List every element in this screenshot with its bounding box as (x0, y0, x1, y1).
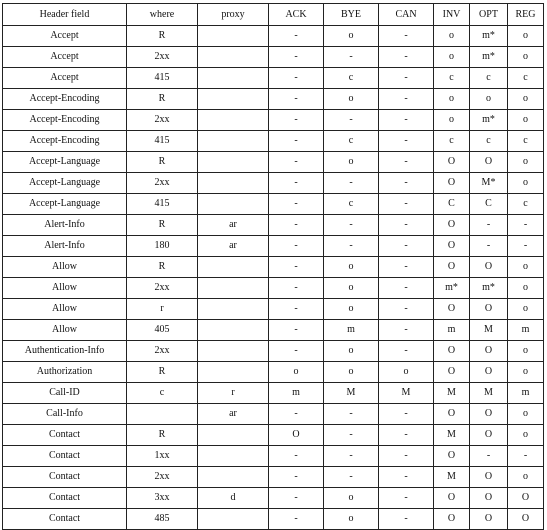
ack-cell: - (269, 152, 324, 173)
reg-cell: - (508, 236, 544, 257)
table-row (3, 194, 544, 215)
proxy-cell (198, 89, 269, 110)
reg-cell: - (508, 446, 544, 467)
table-row (3, 173, 544, 194)
inv-cell: M (434, 425, 470, 446)
proxy-cell (198, 299, 269, 320)
reg-cell: o (508, 152, 544, 173)
where-cell: R (127, 425, 198, 446)
reg-cell: O (508, 509, 544, 530)
reg-cell: c (508, 131, 544, 152)
header-field-cell: Call-ID (3, 383, 127, 404)
inv-cell: M (434, 467, 470, 488)
table-row (3, 236, 544, 257)
table-row (3, 488, 544, 509)
opt-cell: - (470, 446, 508, 467)
opt-cell: - (470, 236, 508, 257)
can-cell: - (379, 68, 434, 89)
bye-cell: o (324, 26, 379, 47)
inv-cell: M (434, 383, 470, 404)
can-cell: - (379, 173, 434, 194)
reg-cell: o (508, 47, 544, 68)
opt-cell: O (470, 362, 508, 383)
table-row (3, 341, 544, 362)
opt-cell: c (470, 68, 508, 89)
proxy-cell (198, 425, 269, 446)
proxy-cell (198, 131, 269, 152)
can-cell: - (379, 152, 434, 173)
where-cell: 2xx (127, 173, 198, 194)
reg-cell: o (508, 341, 544, 362)
can-cell: - (379, 509, 434, 530)
proxy-cell (198, 110, 269, 131)
proxy-cell: d (198, 488, 269, 509)
ack-cell: - (269, 467, 324, 488)
reg-cell: o (508, 299, 544, 320)
inv-cell: O (434, 362, 470, 383)
inv-cell: O (434, 236, 470, 257)
can-cell: - (379, 47, 434, 68)
inv-cell: c (434, 68, 470, 89)
where-cell: 415 (127, 68, 198, 89)
opt-cell: O (470, 152, 508, 173)
opt-cell: M* (470, 173, 508, 194)
bye-cell: o (324, 299, 379, 320)
bye-cell: c (324, 68, 379, 89)
header-field-cell: Allow (3, 320, 127, 341)
inv-cell: O (434, 257, 470, 278)
bye-cell: m (324, 320, 379, 341)
bye-cell: - (324, 173, 379, 194)
table-body (3, 26, 544, 530)
table-row (3, 131, 544, 152)
table-row (3, 320, 544, 341)
reg-cell: O (508, 488, 544, 509)
column-header-can: CAN (379, 4, 434, 26)
can-cell: o (379, 362, 434, 383)
where-cell: R (127, 215, 198, 236)
can-cell: - (379, 215, 434, 236)
opt-cell: c (470, 131, 508, 152)
proxy-cell (198, 47, 269, 68)
table-row (3, 89, 544, 110)
where-cell: R (127, 89, 198, 110)
reg-cell: - (508, 215, 544, 236)
opt-cell: m* (470, 278, 508, 299)
proxy-cell: r (198, 383, 269, 404)
header-field-cell: Authorization (3, 362, 127, 383)
opt-cell: O (470, 257, 508, 278)
proxy-cell (198, 194, 269, 215)
opt-cell: m* (470, 47, 508, 68)
table-row (3, 404, 544, 425)
ack-cell: - (269, 446, 324, 467)
where-cell: c (127, 383, 198, 404)
can-cell: - (379, 110, 434, 131)
where-cell: 405 (127, 320, 198, 341)
can-cell: - (379, 299, 434, 320)
ack-cell: - (269, 26, 324, 47)
ack-cell: - (269, 236, 324, 257)
bye-cell: - (324, 446, 379, 467)
header-field-cell: Allow (3, 257, 127, 278)
reg-cell: m (508, 383, 544, 404)
proxy-cell (198, 320, 269, 341)
can-cell: - (379, 404, 434, 425)
where-cell: 2xx (127, 341, 198, 362)
table-row (3, 215, 544, 236)
inv-cell: o (434, 26, 470, 47)
inv-cell: o (434, 47, 470, 68)
can-cell: - (379, 425, 434, 446)
table-row (3, 26, 544, 47)
inv-cell: c (434, 131, 470, 152)
proxy-cell (198, 173, 269, 194)
can-cell: - (379, 194, 434, 215)
table-row (3, 299, 544, 320)
proxy-cell (198, 26, 269, 47)
table-row (3, 425, 544, 446)
inv-cell: o (434, 110, 470, 131)
where-cell: 2xx (127, 47, 198, 68)
reg-cell: o (508, 110, 544, 131)
where-cell: 180 (127, 236, 198, 257)
can-cell: - (379, 278, 434, 299)
ack-cell: - (269, 257, 324, 278)
bye-cell: o (324, 278, 379, 299)
can-cell: - (379, 89, 434, 110)
reg-cell: c (508, 68, 544, 89)
table-row (3, 278, 544, 299)
inv-cell: O (434, 446, 470, 467)
where-cell: 2xx (127, 467, 198, 488)
inv-cell: O (434, 299, 470, 320)
header-field-cell: Contact (3, 446, 127, 467)
table-row (3, 47, 544, 68)
can-cell: - (379, 467, 434, 488)
table-header-row (3, 4, 544, 26)
can-cell: - (379, 257, 434, 278)
opt-cell: m* (470, 26, 508, 47)
ack-cell: - (269, 404, 324, 425)
column-header-inv: INV (434, 4, 470, 26)
where-cell: R (127, 152, 198, 173)
proxy-cell (198, 152, 269, 173)
ack-cell: - (269, 173, 324, 194)
can-cell: - (379, 488, 434, 509)
opt-cell: O (470, 341, 508, 362)
where-cell: R (127, 26, 198, 47)
opt-cell: - (470, 215, 508, 236)
bye-cell: - (324, 404, 379, 425)
where-cell (127, 404, 198, 425)
column-header-ack: ACK (269, 4, 324, 26)
where-cell: 415 (127, 131, 198, 152)
header-field-cell: Call-Info (3, 404, 127, 425)
bye-cell: o (324, 152, 379, 173)
table-row (3, 152, 544, 173)
inv-cell: O (434, 173, 470, 194)
reg-cell: o (508, 278, 544, 299)
table-row (3, 68, 544, 89)
bye-cell: o (324, 509, 379, 530)
reg-cell: o (508, 26, 544, 47)
header-field-cell: Accept-Encoding (3, 89, 127, 110)
where-cell: 485 (127, 509, 198, 530)
reg-cell: c (508, 194, 544, 215)
opt-cell: O (470, 488, 508, 509)
column-header-field: Header field (3, 4, 127, 26)
reg-cell: m (508, 320, 544, 341)
header-field-cell: Accept (3, 47, 127, 68)
inv-cell: O (434, 341, 470, 362)
table-row (3, 362, 544, 383)
header-field-cell: Contact (3, 488, 127, 509)
inv-cell: O (434, 152, 470, 173)
inv-cell: o (434, 89, 470, 110)
reg-cell: o (508, 467, 544, 488)
inv-cell: O (434, 215, 470, 236)
column-header-where: where (127, 4, 198, 26)
bye-cell: c (324, 194, 379, 215)
bye-cell: o (324, 488, 379, 509)
opt-cell: M (470, 320, 508, 341)
column-header-proxy: proxy (198, 4, 269, 26)
inv-cell: m* (434, 278, 470, 299)
reg-cell: o (508, 173, 544, 194)
proxy-cell (198, 509, 269, 530)
ack-cell: - (269, 488, 324, 509)
bye-cell: c (324, 131, 379, 152)
inv-cell: O (434, 509, 470, 530)
column-header-opt: OPT (470, 4, 508, 26)
header-field-cell: Accept-Encoding (3, 131, 127, 152)
opt-cell: o (470, 89, 508, 110)
header-field-table-page (2, 3, 543, 524)
ack-cell: - (269, 110, 324, 131)
opt-cell: O (470, 404, 508, 425)
header-field-table (2, 3, 544, 530)
opt-cell: O (470, 467, 508, 488)
opt-cell: C (470, 194, 508, 215)
proxy-cell (198, 362, 269, 383)
reg-cell: o (508, 425, 544, 446)
where-cell: 3xx (127, 488, 198, 509)
bye-cell: - (324, 47, 379, 68)
bye-cell: - (324, 236, 379, 257)
proxy-cell: ar (198, 215, 269, 236)
inv-cell: C (434, 194, 470, 215)
proxy-cell (198, 446, 269, 467)
table-row (3, 110, 544, 131)
proxy-cell: ar (198, 236, 269, 257)
proxy-cell (198, 278, 269, 299)
ack-cell: - (269, 194, 324, 215)
header-field-cell: Accept (3, 68, 127, 89)
table-row (3, 446, 544, 467)
bye-cell: o (324, 89, 379, 110)
can-cell: - (379, 26, 434, 47)
proxy-cell: ar (198, 404, 269, 425)
header-field-cell: Contact (3, 425, 127, 446)
proxy-cell (198, 257, 269, 278)
bye-cell: - (324, 467, 379, 488)
reg-cell: o (508, 362, 544, 383)
ack-cell: - (269, 47, 324, 68)
proxy-cell (198, 341, 269, 362)
where-cell: 2xx (127, 110, 198, 131)
ack-cell: - (269, 320, 324, 341)
header-field-cell: Alert-Info (3, 215, 127, 236)
bye-cell: M (324, 383, 379, 404)
opt-cell: O (470, 425, 508, 446)
ack-cell: - (269, 215, 324, 236)
reg-cell: o (508, 257, 544, 278)
ack-cell: - (269, 89, 324, 110)
proxy-cell (198, 467, 269, 488)
header-field-cell: Alert-Info (3, 236, 127, 257)
header-field-cell: Accept (3, 26, 127, 47)
bye-cell: o (324, 362, 379, 383)
column-header-reg: REG (508, 4, 544, 26)
header-field-cell: Accept-Language (3, 194, 127, 215)
where-cell: 1xx (127, 446, 198, 467)
inv-cell: O (434, 488, 470, 509)
header-field-cell: Accept-Language (3, 152, 127, 173)
table-row (3, 467, 544, 488)
reg-cell: o (508, 404, 544, 425)
table-row (3, 257, 544, 278)
ack-cell: - (269, 299, 324, 320)
ack-cell: - (269, 131, 324, 152)
header-field-cell: Allow (3, 299, 127, 320)
can-cell: - (379, 320, 434, 341)
opt-cell: O (470, 509, 508, 530)
where-cell: 2xx (127, 278, 198, 299)
header-field-cell: Accept-Encoding (3, 110, 127, 131)
inv-cell: O (434, 404, 470, 425)
header-field-cell: Accept-Language (3, 173, 127, 194)
inv-cell: m (434, 320, 470, 341)
opt-cell: m* (470, 110, 508, 131)
bye-cell: o (324, 341, 379, 362)
header-field-cell: Allow (3, 278, 127, 299)
bye-cell: o (324, 257, 379, 278)
ack-cell: - (269, 68, 324, 89)
proxy-cell (198, 68, 269, 89)
ack-cell: O (269, 425, 324, 446)
can-cell: M (379, 383, 434, 404)
where-cell: r (127, 299, 198, 320)
header-field-cell: Contact (3, 509, 127, 530)
can-cell: - (379, 236, 434, 257)
header-field-cell: Contact (3, 467, 127, 488)
table-row (3, 383, 544, 404)
ack-cell: - (269, 509, 324, 530)
where-cell: 415 (127, 194, 198, 215)
ack-cell: - (269, 341, 324, 362)
bye-cell: - (324, 110, 379, 131)
where-cell: R (127, 257, 198, 278)
column-header-bye: BYE (324, 4, 379, 26)
opt-cell: O (470, 299, 508, 320)
ack-cell: - (269, 278, 324, 299)
reg-cell: o (508, 89, 544, 110)
can-cell: - (379, 131, 434, 152)
header-field-cell: Authentication-Info (3, 341, 127, 362)
bye-cell: - (324, 425, 379, 446)
where-cell: R (127, 362, 198, 383)
can-cell: - (379, 446, 434, 467)
can-cell: - (379, 341, 434, 362)
opt-cell: M (470, 383, 508, 404)
table-row (3, 509, 544, 530)
ack-cell: o (269, 362, 324, 383)
ack-cell: m (269, 383, 324, 404)
bye-cell: - (324, 215, 379, 236)
